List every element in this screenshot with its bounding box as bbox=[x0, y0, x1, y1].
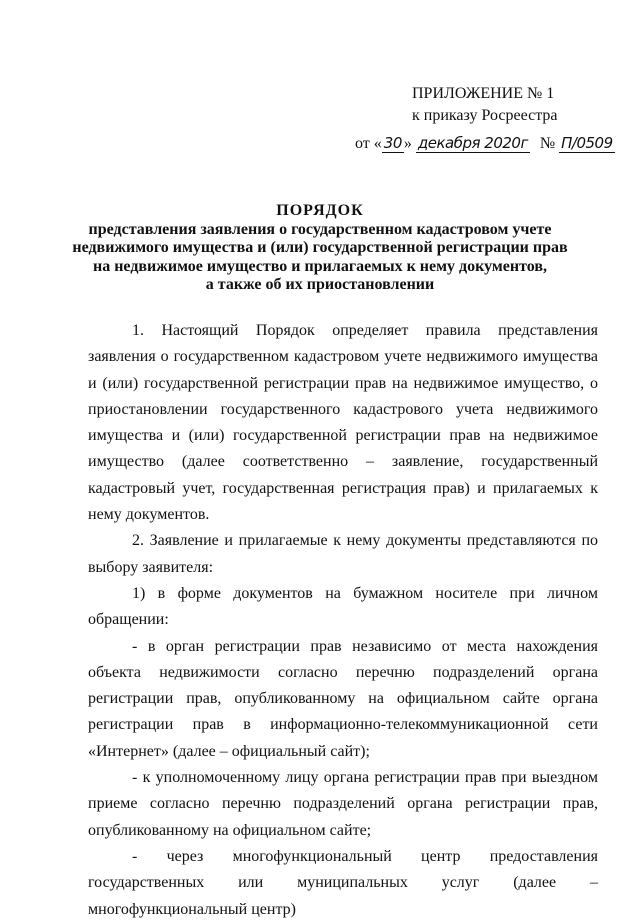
title-line-2: недвижимого имущества и (или) государственной регистрации прав bbox=[72, 239, 568, 256]
title-line-4: а также об их приостановлении bbox=[205, 276, 435, 293]
title-line-3: на недвижимое имущество и прилагаемых к нему документов, bbox=[92, 257, 547, 275]
paragraph-3: 1) в форме документов на бумажном носителе при личном обращении: bbox=[88, 584, 598, 629]
paragraph-4: - в орган регистрации прав независимо от места нахождения объекта недвижимости согласно перечню подразделений органа регистрации прав, опубликованному на официальном сайте органа регистрации прав в информационно-телекоммуникационной сети «Интернет» (далее – официальный сайт); bbox=[88, 637, 598, 760]
document-body bbox=[88, 318, 598, 923]
date-prefix: от « bbox=[355, 135, 382, 152]
title-main: ПОРЯДОК bbox=[276, 202, 364, 219]
appendix-block bbox=[412, 83, 558, 127]
order-reference: к приказу Росреестра bbox=[412, 107, 558, 124]
paragraph-6: - через многофункциональный центр предоставления государственных или муниципальных услуг (далее – многофункциональный центр) bbox=[88, 847, 598, 918]
date-day: 30 bbox=[383, 134, 402, 152]
paragraph-1: 1. Настоящий Порядок определяет правила представления заявления о государственном кадастровом учете недвижимого имущества и (или) государственной регистрации прав на недвижимое имущество, о приостановлении государственного кадастрового учета недвижимого имущества и (или) государственной регистрации прав на недвижимое имущество (далее соответственно – заявление, государственный кадастровый учет, государственная регистрация прав) и прилагаемых к нему документов. bbox=[88, 322, 598, 524]
order-date-number bbox=[355, 134, 615, 153]
paragraph-5: - к уполномоченному лицу органа регистрации прав при выездном приеме согласно перечню подразделений органа регистрации прав, опубликованному на официальном сайте; bbox=[88, 769, 598, 839]
appendix-label: ПРИЛОЖЕНИЕ № 1 bbox=[412, 85, 555, 102]
date-mid: » bbox=[403, 135, 412, 152]
date-month-year: декабря 2020г bbox=[417, 134, 528, 152]
number-prefix: № bbox=[539, 135, 556, 152]
paragraph-2: 2. Заявление и прилагаемые к нему документы представляются по выбору заявителя: bbox=[88, 532, 598, 576]
order-number: П/0509 bbox=[561, 134, 613, 152]
title-line-1: представления заявления о государственном кадастровом учете bbox=[88, 220, 552, 238]
document-title bbox=[0, 202, 640, 295]
